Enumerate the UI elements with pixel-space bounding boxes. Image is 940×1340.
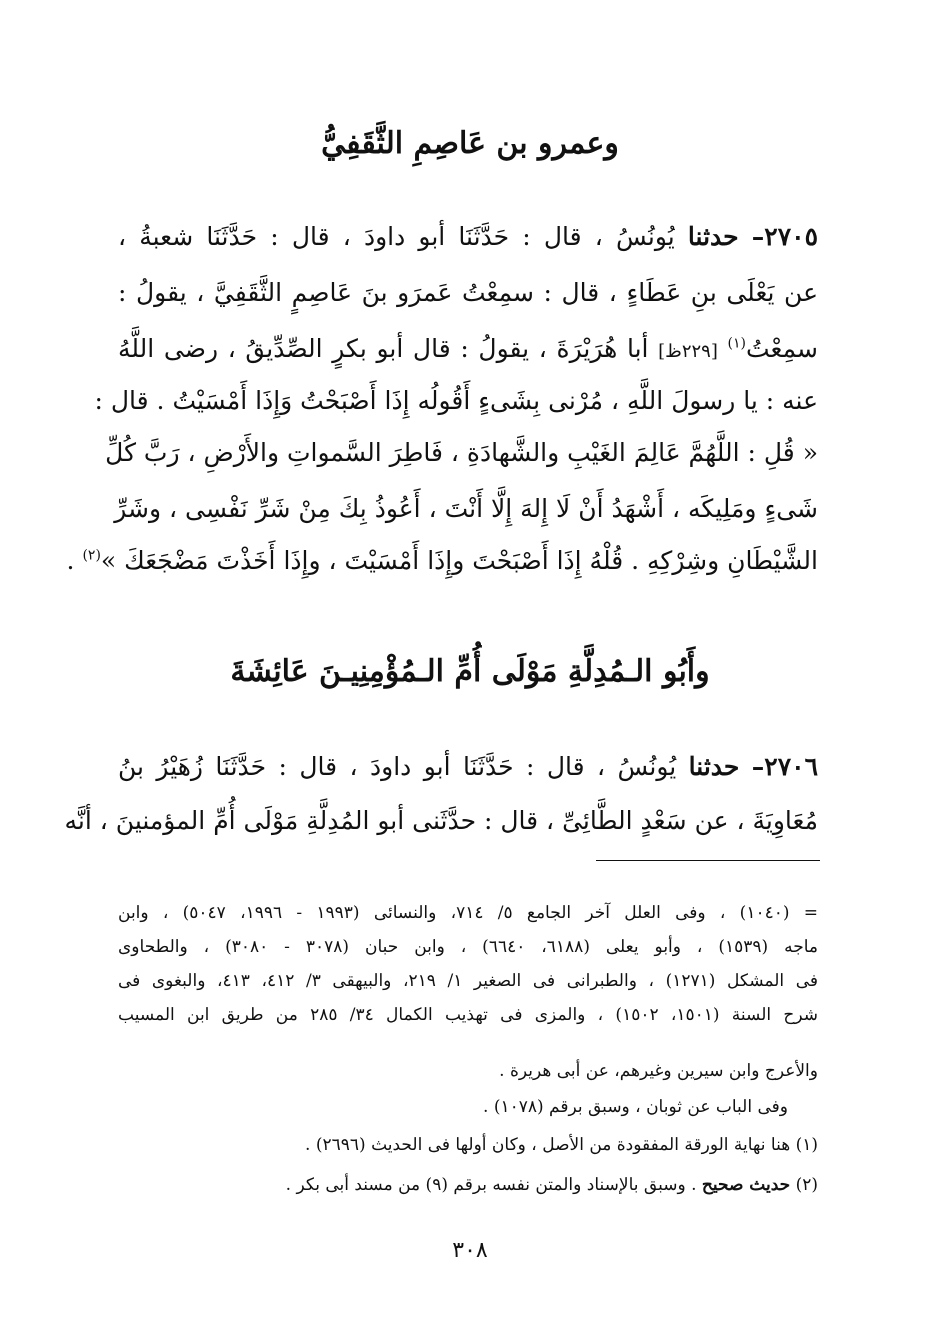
hadith-lead-word: حدثنا — [688, 752, 740, 781]
hadith-2705-line-3 — [118, 326, 818, 375]
section-heading-amr-ibn-asim: وعمرو بن عَاصِمِ الثَّقَفِيُّ — [321, 126, 619, 161]
hadith-number: ٢٧٠٦– — [751, 752, 818, 781]
footnote-marker-1: (١) — [727, 335, 746, 352]
footnote-separator — [596, 860, 820, 861]
section-heading-abu-al-mudilla: وأَبُو الـمُدِلَّةِ مَوْلَى أُمِّ الـمُؤْمِنِيـنَ عَائِشَةَ — [230, 654, 710, 689]
footnote-continuation-line-6: وفى الباب عن ثوبان ، وسبق برقم (١٠٧٨) . — [483, 1097, 788, 1117]
footnote-continuation-line-3: فى المشكل (١٢٧١) ، والطبرانى فى الصغير ١/ ٢١٩، والبيهقى ٣/ ٤١٢، ٤١٣، والبغوى فى — [118, 971, 818, 991]
hadith-2705-line-2: عن يَعْلَى بنِ عَطَاءٍ ، قال : سمِعْتُ عَمرَو بنَ عَاصِمٍ الثَّقَفِيَّ ، يقولُ : — [118, 278, 818, 307]
hadith-text: يُونُسُ ، قال : حَدَّثَنَا أبو داودَ ، قال : حَدَّثَنَا شعبةُ ، — [118, 222, 675, 251]
hadith-number: ٢٧٠٥– — [751, 222, 818, 251]
hadith-2705-line-1 — [118, 214, 818, 260]
hadith-text: الشَّيْطَانِ وشِرْكِهِ . قُلْهُ إِذَا أَصْبَحْتَ وإِذَا أَمْسَيْتَ ، وإِذَا أَخَذْتَ مَضْجَعَكَ » — [100, 546, 818, 575]
hadith-2705-line-5: « قُلِ : اللَّهُمَّ عَالِمَ الغَيْبِ والشَّهادَةِ ، فَاطِرَ السَّمواتِ والأَرْضِ ، رَبَّ كُلِّ — [105, 438, 818, 467]
footnote-continuation-line-1: = (١٠٤٠) ، وفى العلل آخر الجامع ٥/ ٧١٤، والنسائى (١٩٩٣ - ١٩٩٦، ٥٠٤٧) ، وابن — [118, 903, 818, 923]
hadith-2706-line-1 — [118, 744, 818, 790]
hadith-2706-line-2: مُعَاوِيَةَ ، عن سَعْدٍ الطَّائِىِّ ، قال : حدَّثَنى أبو المُدِلَّةِ مَوْلَى أُمِّ المؤمنينَ ، أنَّه — [64, 806, 818, 835]
footnote-1: (١) هنا نهاية الورقة المفقودة من الأصل ، وكان أولها فى الحديث (٢٦٩٦) . — [305, 1135, 818, 1155]
footnote-2-grading: حديث صحيح — [701, 1175, 791, 1195]
footnote-2 — [118, 1170, 818, 1201]
hadith-2705-line-7 — [66, 538, 818, 584]
footnote-continuation-line-2: ماجه (١٥٣٩) ، وأبو يعلى (٦١٨٨، ٦٦٤٠) ، وابن حبان (٣٠٧٨ - ٣٠٨٠) ، والطحاوى — [118, 937, 819, 957]
hadith-text: سمِعْتُ — [745, 334, 818, 363]
hadith-text: يُونُسُ ، قال : حَدَّثَنَا أبو داودَ ، قال : حَدَّثَنَا زُهَيْرُ بنُ — [118, 752, 677, 781]
manuscript-folio-marker: [٢٢٩ظ] — [658, 341, 718, 362]
footnote-2-number: (٢) — [795, 1175, 818, 1195]
footnote-continuation-line-4: شرح السنة (١٥٠١، ١٥٠٢) ، والمزى فى تهذيب الكمال ٣٤/ ٢٨٥ من طريق ابن المسيب — [118, 1005, 818, 1025]
footnote-continuation-line-5: والأعرج وابن سيرين وغيرهم، عن أبى هريرة . — [499, 1061, 818, 1081]
hadith-lead-word: حدثنا — [687, 222, 739, 251]
footnote-2-text: . وسبق بالإسناد والمتن نفسه برقم (٩) من مسند أبى بكر . — [285, 1175, 697, 1195]
hadith-2705-line-6: شَىءٍ ومَلِيكَه ، أَشْهَدُ أَنْ لَا إِلهَ إِلَّا أَنْتَ ، أَعُوذُ بِكَ مِنْ شَرِّ نَفْسِى ، وشَرِّ — [114, 494, 818, 523]
hadith-2705-line-4: عنه : يا رسولَ اللَّهِ ، مُرْنى بِشَىءٍ أَقُولُه إِذَا أَصْبَحْتُ وَإِذَا أَمْسَيْتُ . قال : — [94, 386, 818, 415]
hadith-text-end: . — [66, 546, 75, 575]
page-number: ٣٠٨ — [452, 1238, 488, 1263]
hadith-text: أبا هُرَيْرَةَ ، يقولُ : قال أبو بكرٍ الصِّدِّيقُ ، رضى اللَّهُ — [118, 334, 649, 363]
footnote-marker-2: (٢) — [82, 547, 101, 564]
